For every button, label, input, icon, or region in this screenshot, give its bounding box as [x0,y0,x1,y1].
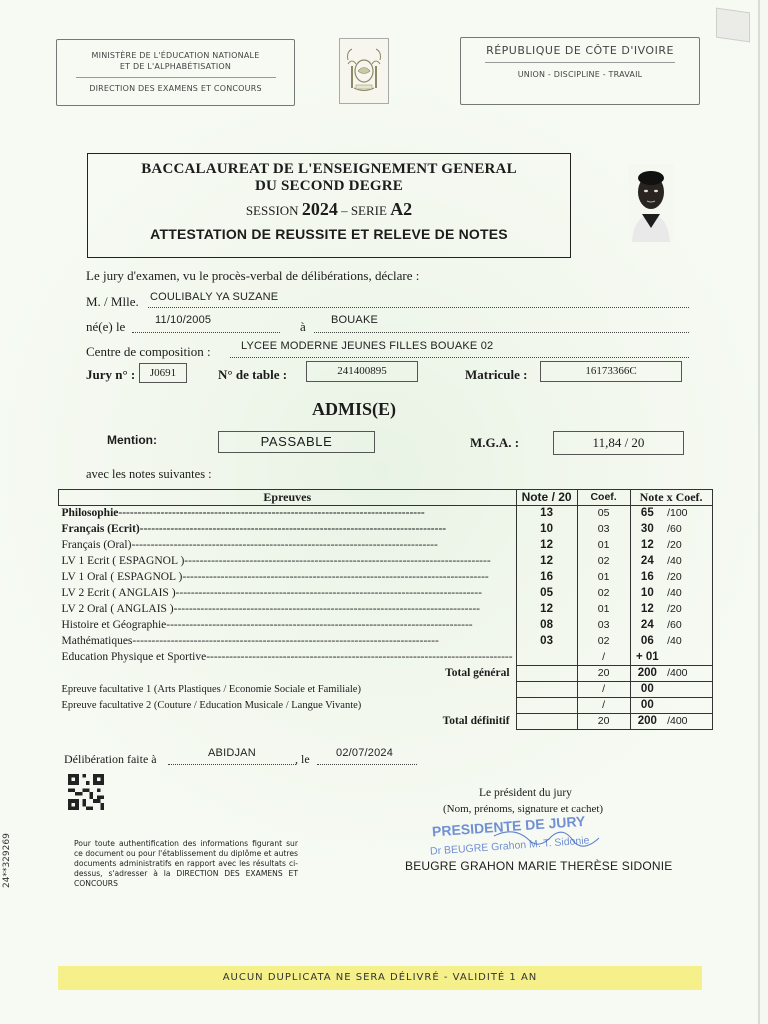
center-label: Centre de composition : [86,344,211,359]
subject-coef: 01 [577,602,630,618]
optional-2-label: Epreuve facultative 2 (Couture / Education Musicale / Langue Vivante) [61,700,362,711]
leader-dashes: -------------------------------------------------------------------------------- [182,571,489,583]
subject-note: 05 [516,586,577,602]
total-definitif-value: 200 [630,714,664,730]
optional-1-coef: / [577,682,630,698]
subject-note: 12 [516,538,577,554]
total-general-note [516,666,577,682]
grade-row [59,618,713,634]
grade-row [59,538,713,554]
leader-dashes: -------------------------------------------------------------------------------- [206,651,513,663]
ministry-line2: ET DE L'ALPHABÉTISATION [119,62,232,71]
deliberation-date: 02/07/2024 [336,747,394,759]
name-label: M. / Mlle. [86,294,139,309]
leader-dashes: -------------------------------------------------------------------------------- [175,587,482,599]
mga-box: 11,84 / 20 [553,431,684,455]
notes-intro: avec les notes suivantes : [86,467,212,481]
matricule-label: Matricule : [465,367,528,382]
birth-place-label: à [300,319,306,334]
subject-name: Education Physique et Sportive [61,651,207,663]
subject-max: /60 [664,522,712,538]
serial-number: 24**329269 [2,833,12,888]
qr-code [67,774,105,810]
coat-of-arms-emblem [339,38,389,104]
subject-coef: / [577,650,630,666]
subject-name: LV 2 Oral ( ANGLAIS ) [61,603,174,615]
subject-name: Philosophie [61,507,119,520]
subject-max: /40 [664,586,712,602]
mga-label: M.G.A. : [470,435,520,450]
direction-text: DIRECTION DES EXAMENS ET CONCOURS [89,84,262,93]
total-definitif-coef: 20 [577,714,630,730]
divider [485,62,675,63]
subject-coef: 01 [577,570,630,586]
total-general-label: Total général [445,667,510,679]
subject-product: 65 [640,507,654,520]
jury-number-box: J0691 [139,363,187,383]
optional-1-max [664,682,712,698]
exam-title-line1: BACCALAUREAT DE L'ENSEIGNEMENT GENERAL [141,161,517,177]
table-number-label: N° de table : [218,367,288,382]
session-year: 2024 [301,199,338,219]
subject-name: Français (Oral) [61,539,132,551]
leader-dashes: -------------------------------------------------------------------------------- [184,555,491,567]
grades-header-row [59,490,713,506]
subject-note: 10 [516,522,577,538]
optional-1-row [59,682,713,698]
subject-label [59,538,517,554]
grade-row [59,570,713,586]
session-line [88,199,570,220]
subject-name: Français (Ecrit) [61,523,140,535]
subject-max: /40 [664,634,712,650]
subject-note [516,650,577,666]
attestation-title: ATTESTATION DE REUSSITE ET RELEVE DE NOTES [150,226,508,242]
subject-note: 12 [516,554,577,570]
optional-2-note [516,698,577,714]
jury-intro: Le jury d'examen, vu le procès-verbal de délibérations, déclare : [86,268,420,283]
leader-dashes: -------------------------------------------------------------------------------- [131,539,438,551]
exam-title-line2: DU SECOND DEGRE [254,178,404,194]
total-general-row [59,666,713,682]
subject-product: 12 [640,539,654,551]
subject-label [59,522,517,538]
subject-name: LV 1 Ecrit ( ESPAGNOL ) [61,555,185,567]
validity-banner: AUCUN DUPLICATA NE SERA DÉLIVRÉ - VALIDITÉ 1 AN [58,966,702,990]
grade-row [59,554,713,570]
subject-label [59,618,517,634]
optional-1-value: 00 [630,682,664,698]
result-status: ADMIS(E) [312,399,396,419]
divider [76,77,276,78]
subject-label [59,586,517,602]
subject-coef: 02 [577,586,630,602]
dotted-line [230,357,689,358]
subject-product: + 01 [635,650,659,663]
header-note: Note / 20 [516,490,577,506]
session-label: SESSION [245,203,299,218]
subject-max: /100 [664,506,712,522]
leader-dashes: -------------------------------------------------------------------------------- [139,523,447,535]
deliberation-place: ABIDJAN [208,747,256,759]
subject-coef: 03 [577,618,630,634]
candidate-name: COULIBALY YA SUZANE [150,291,279,303]
total-general-max: /400 [664,666,712,682]
subject-product: 06 [640,635,654,647]
subject-label [59,554,517,570]
jury-label: Jury n° : [86,367,136,382]
subject-max [664,650,712,666]
grade-row [59,634,713,650]
grade-row [59,506,713,522]
table-number-box: 241400895 [306,361,418,382]
total-definitif-note [516,714,577,730]
dotted-line [317,764,417,765]
stamp-title: PRESIDENTE DE JURY [431,812,586,840]
subject-max: /20 [664,538,712,554]
optional-2-row [59,698,713,714]
stamp-name: Dr BEUGRE Grahon M. T. Sidonie [429,834,590,858]
jury-president-title: Le président du jury [479,787,572,799]
subject-product: 10 [640,587,654,599]
subject-name: LV 2 Ecrit ( ANGLAIS ) [61,587,176,599]
authentication-note: Pour toute authentification des informations figurant sur ce document ou pour l'établissement du diplôme et autres documents administratifs en rapport avec les résultats ci-dessus, s'adresser à la DIRECTION DES EXAMENS ET CONCOURS [74,839,298,888]
subject-label [59,634,517,650]
subject-name: Mathématiques [61,635,133,647]
subject-max: /40 [664,554,712,570]
republic-header [460,37,700,105]
subject-coef: 01 [577,538,630,554]
subject-product: 24 [640,619,654,631]
subject-max: /60 [664,618,712,634]
subject-note: 12 [516,602,577,618]
total-general-coef: 20 [577,666,630,682]
header-note-coef: Note x Coef. [630,490,712,506]
ministry-header [56,39,295,106]
subject-label [59,650,517,666]
dotted-line [148,307,689,308]
leader-dashes: -------------------------------------------------------------------------------- [118,507,425,520]
total-general-value: 200 [630,666,664,682]
subject-max: /20 [664,602,712,618]
grade-row [59,522,713,538]
optional-2-coef: / [577,698,630,714]
subject-product: 16 [640,571,654,583]
candidate-photo [628,164,674,242]
national-motto: UNION - DISCIPLINE - TRAVAIL [517,70,643,79]
title-box [87,153,571,258]
subject-note: 08 [516,618,577,634]
subject-coef: 02 [577,634,630,650]
matricule-box: 16173366C [540,361,682,382]
grade-row [59,586,713,602]
signature-details: (Nom, prénoms, signature et cachet) [443,803,604,815]
header-epreuves: Epreuves [59,490,517,506]
header-coef: Coef. [577,490,630,506]
subject-coef: 03 [577,522,630,538]
subject-product: 12 [640,603,654,615]
grade-row [59,602,713,618]
grades-table [58,489,713,730]
dotted-line [314,332,689,333]
deliberation-label: Délibération faite à [64,752,157,766]
optional-1-note [516,682,577,698]
subject-label [59,602,517,618]
jury-president-stamp [424,806,694,866]
subject-note: 03 [516,634,577,650]
leader-dashes: -------------------------------------------------------------------------------- [173,603,480,615]
total-definitif-label: Total définitif [442,715,510,727]
subject-label [59,506,517,522]
deliberation-date-label: , le [295,752,310,766]
total-definitif-row [59,714,713,730]
subject-coef: 05 [577,506,630,522]
mention-box: PASSABLE [218,431,375,453]
subject-product: 24 [640,555,654,567]
subject-note: 13 [516,506,577,522]
mention-label: Mention: [107,433,157,447]
subject-label [59,570,517,586]
leader-dashes: -------------------------------------------------------------------------------- [166,619,473,631]
optional-2-value: 00 [630,698,664,714]
dotted-line [132,332,280,333]
total-definitif-max: /400 [664,714,712,730]
exam-center: LYCEE MODERNE JEUNES FILLES BOUAKE 02 [241,340,494,352]
serie-value: A2 [390,199,413,219]
birth-date: 11/10/2005 [155,314,212,326]
jury-president-name: BEUGRE GRAHON MARIE THERÈSE SIDONIE [405,859,673,873]
grade-row [59,650,713,666]
serie-label: – SERIE [341,203,387,218]
optional-2-max [664,698,712,714]
ministry-line1: MINISTÈRE DE L'ÉDUCATION NATIONALE [91,51,260,60]
optional-1-label: Epreuve facultative 1 (Arts Plastiques / Economie Sociale et Familiale) [61,684,361,695]
folded-corner [716,8,750,43]
dotted-line [168,764,296,765]
subject-product: 30 [640,523,654,535]
birth-date-label: né(e) le [86,319,126,334]
republic-name: RÉPUBLIQUE DE CÔTE D'IVOIRE [486,44,674,57]
leader-dashes: -------------------------------------------------------------------------------- [132,635,439,647]
subject-name: LV 1 Oral ( ESPAGNOL ) [61,571,183,583]
subject-note: 16 [516,570,577,586]
birth-place: BOUAKE [331,314,379,326]
subject-name: Histoire et Géographie [61,619,167,631]
subject-max: /20 [664,570,712,586]
subject-coef: 02 [577,554,630,570]
